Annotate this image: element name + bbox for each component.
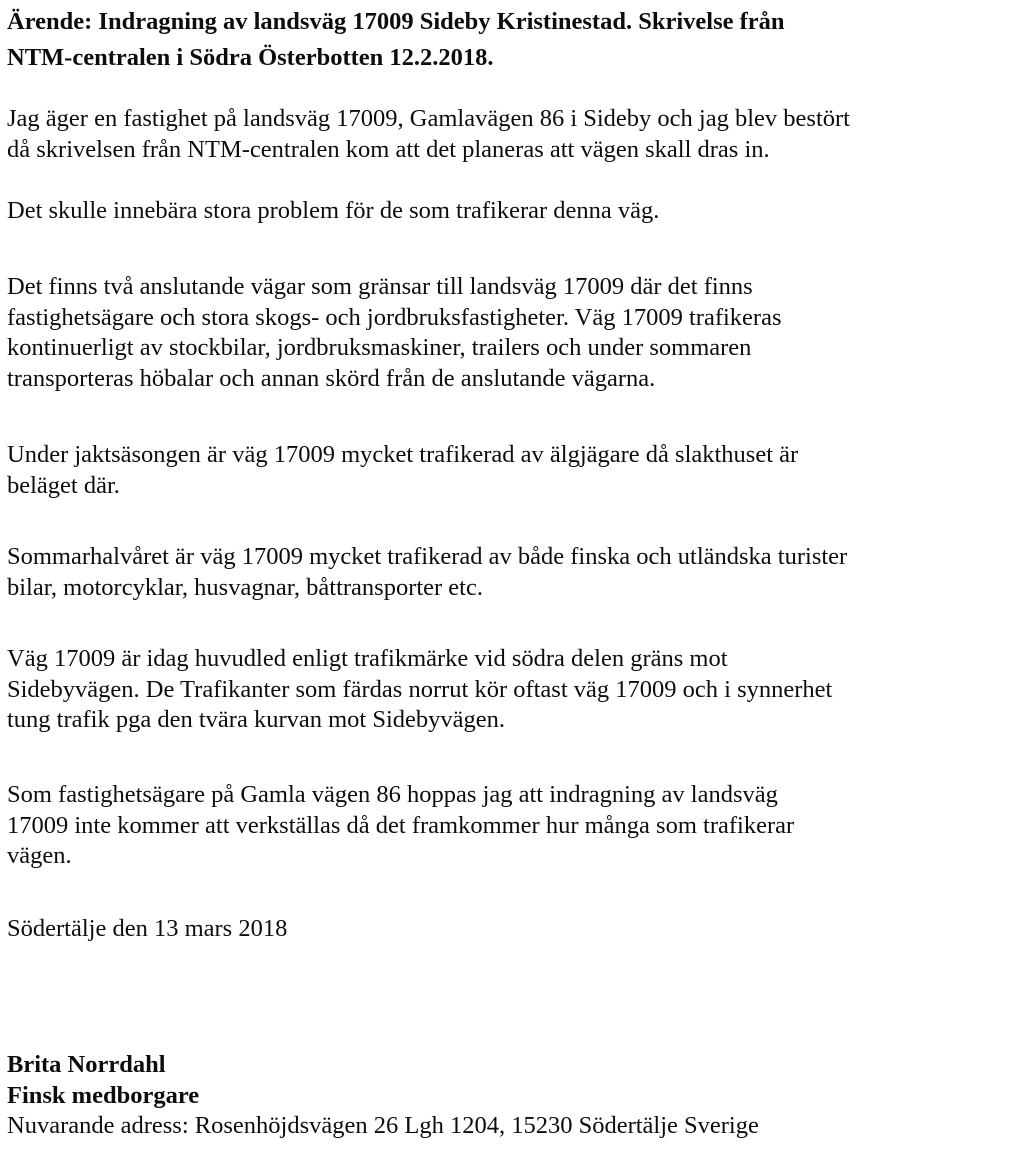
paragraph-line: tung trafik pga den tvära kurvan mot Sidebyvägen. (7, 706, 506, 734)
paragraph-line: Sidebyvägen. De Trafikanter som färdas norrut kör oftast väg 17009 och i synnerhet (7, 675, 833, 703)
paragraph-main-road (7, 644, 832, 736)
paragraph-line: Det finns två anslutande vägar som gränsar till landsväg 17009 där det finns (7, 273, 753, 300)
signature-block (7, 1050, 759, 1142)
paragraph-line: Jag äger en fastighet på landsväg 17009, Gamlavägen 86 i Sideby och jag blev bestört (7, 105, 850, 132)
paragraph-line: 17009 inte kommer att verkställas då det framkommer hur många som trafikerar (7, 811, 795, 839)
paragraph-hunting-season (7, 440, 798, 501)
paragraph-line: beläget där. (7, 471, 120, 499)
paragraph-conclusion (7, 780, 794, 872)
paragraph-line: fastighetsägare och stora skogs- och jordbruksfastigheter. Väg 17009 trafikeras (7, 303, 782, 331)
subject-line-2: NTM-centralen i Södra Österbotten 12.2.2018. (7, 44, 494, 71)
subject-heading (7, 4, 785, 76)
signature-address: Nuvarande adress: Rosenhöjdsvägen 26 Lgh 1204, 15230 Södertälje Sverige (7, 1112, 759, 1140)
paragraph-line: Det skulle innebära stora problem för de som trafikerar denna väg. (7, 197, 660, 224)
paragraph-line: bilar, motorcyklar, husvagnar, båttransporter etc. (7, 573, 483, 601)
signature-name: Brita Norrdahl (7, 1051, 166, 1078)
paragraph-line: Som fastighetsägare på Gamla vägen 86 hoppas jag att indragning av landsväg (7, 781, 778, 808)
paragraph-intro (7, 104, 850, 165)
paragraph-line: kontinuerligt av stockbilar, jordbruksmaskiner, trailers och under sommaren (7, 334, 752, 362)
paragraph-line: Under jaktsäsongen är väg 17009 mycket trafikerad av älgjägare då slakthuset är (7, 441, 799, 468)
paragraph-line: vägen. (7, 842, 72, 870)
paragraph-line: Väg 17009 är idag huvudled enligt trafikmärke vid södra delen gräns mot (7, 645, 728, 672)
paragraph-problem (7, 196, 659, 227)
paragraph-line: transporteras höbalar och annan skörd från de anslutande vägarna. (7, 364, 656, 392)
signature-title: Finsk medborgare (7, 1081, 200, 1109)
place-and-date: Södertälje den 13 mars 2018 (7, 915, 288, 942)
paragraph-line: då skrivelsen från NTM-centralen kom att det planeras att vägen skall dras in. (7, 135, 770, 163)
subject-line-1: Ärende: Indragning av landsväg 17009 Sideby Kristinestad. Skrivelse från (7, 8, 785, 35)
paragraph-line: Sommarhalvåret är väg 17009 mycket trafikerad av både finska och utländska turister (7, 543, 848, 570)
paragraph-summer-traffic (7, 542, 847, 603)
paragraph-connecting-roads (7, 272, 781, 394)
